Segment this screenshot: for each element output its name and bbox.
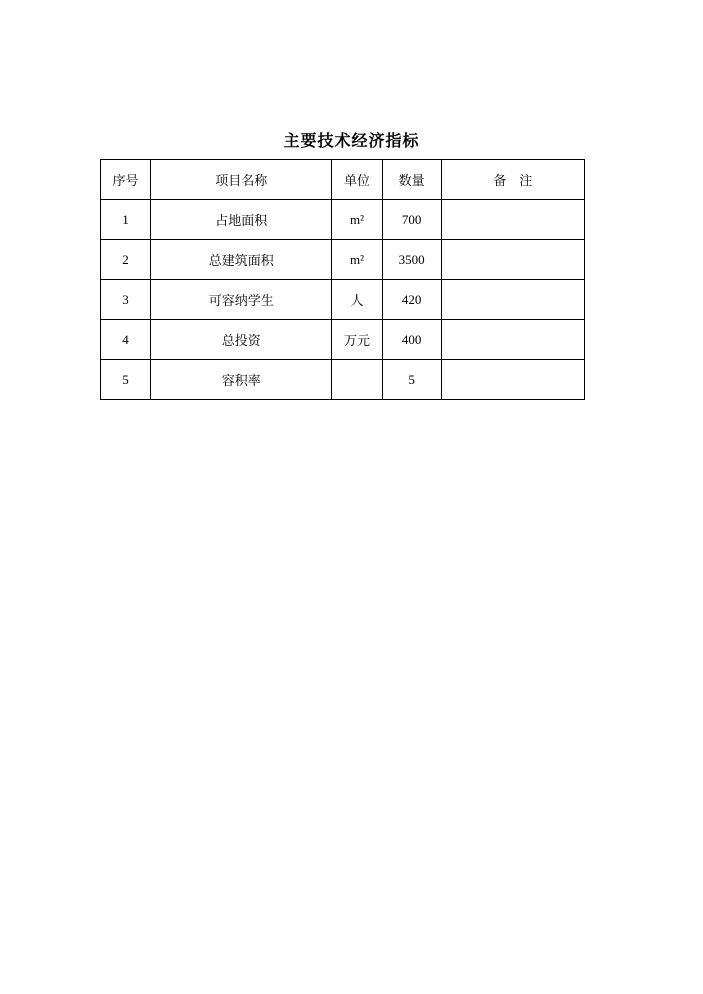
cell-no: 2 <box>101 240 151 280</box>
cell-qty: 420 <box>382 280 441 320</box>
cell-name: 总投资 <box>151 320 332 360</box>
cell-name: 容积率 <box>151 360 332 400</box>
cell-unit <box>332 360 382 400</box>
table-row <box>101 240 585 280</box>
cell-unit: 人 <box>332 280 382 320</box>
table-row <box>101 360 585 400</box>
cell-note <box>441 200 584 240</box>
cell-qty: 700 <box>382 200 441 240</box>
header-unit: 单位 <box>332 160 382 200</box>
page-title: 主要技术经济指标 <box>283 131 420 150</box>
cell-unit: m² <box>332 200 382 240</box>
table-header-row <box>101 160 585 200</box>
header-note: 备 注 <box>441 160 584 200</box>
cell-unit: m² <box>332 240 382 280</box>
cell-note <box>441 320 584 360</box>
cell-name: 总建筑面积 <box>151 240 332 280</box>
cell-no: 4 <box>101 320 151 360</box>
cell-name: 可容纳学生 <box>151 280 332 320</box>
cell-note <box>441 280 584 320</box>
cell-no: 5 <box>101 360 151 400</box>
table-row <box>101 280 585 320</box>
cell-name: 占地面积 <box>151 200 332 240</box>
cell-qty: 3500 <box>382 240 441 280</box>
header-qty: 数量 <box>382 160 441 200</box>
cell-qty: 5 <box>382 360 441 400</box>
header-name: 项目名称 <box>151 160 332 200</box>
table-row <box>101 320 585 360</box>
cell-unit: 万元 <box>332 320 382 360</box>
cell-qty: 400 <box>382 320 441 360</box>
indicators-table <box>100 159 585 400</box>
cell-note <box>441 240 584 280</box>
cell-note <box>441 360 584 400</box>
header-no: 序号 <box>101 160 151 200</box>
cell-no: 1 <box>101 200 151 240</box>
cell-no: 3 <box>101 280 151 320</box>
table-row <box>101 200 585 240</box>
